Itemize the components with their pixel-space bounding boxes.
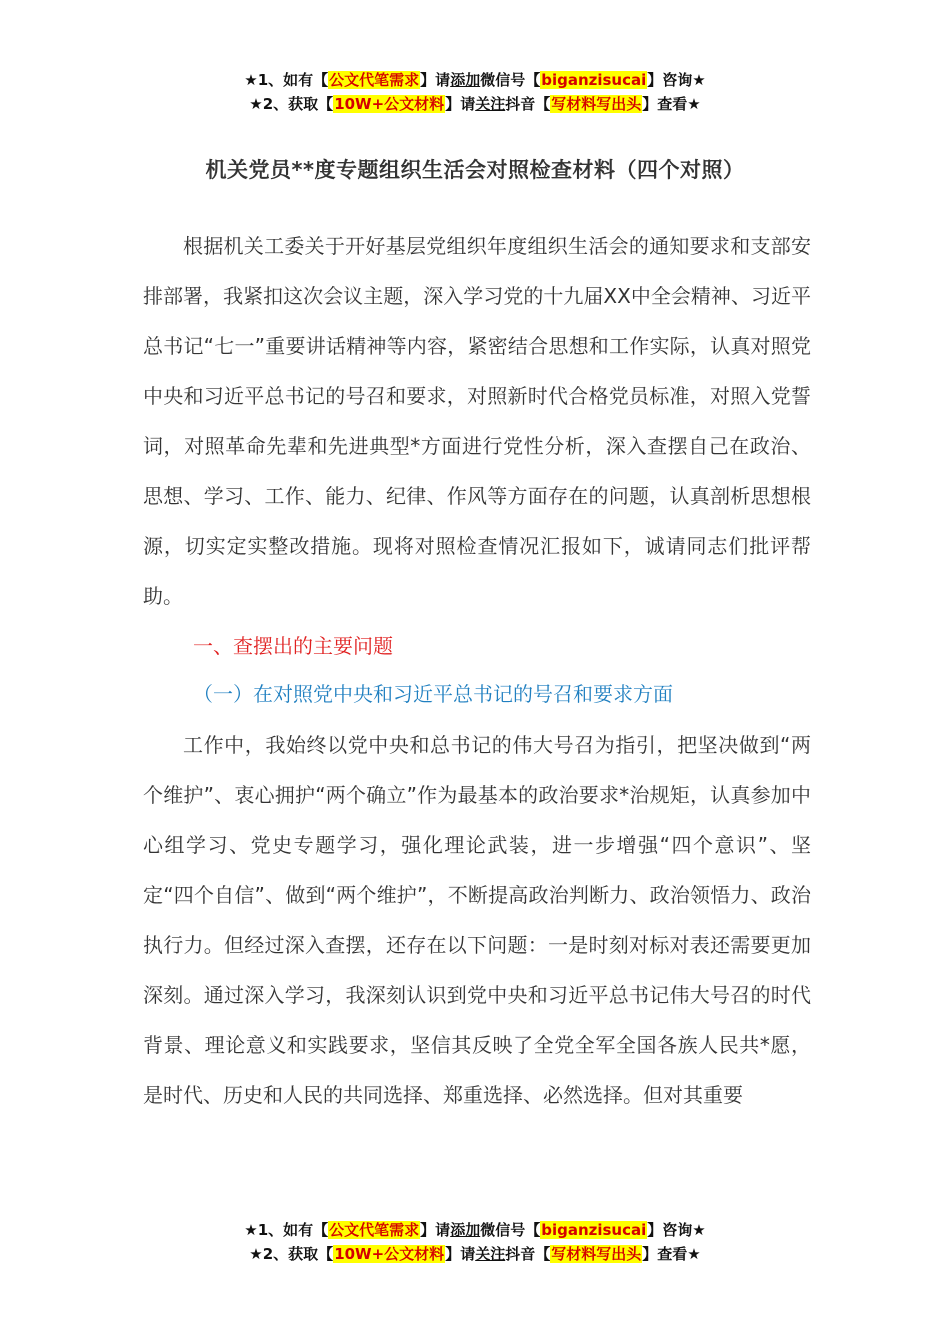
footer-banner xyxy=(0,1218,950,1266)
highlight-materials: 10W+公文材料 xyxy=(334,1245,445,1263)
banner-line-1: ★1、如有【公文代笔需求】请添加微信号【biganzisucai】咨询★ xyxy=(244,71,706,89)
header-banner xyxy=(0,68,950,116)
highlight-service: 公文代笔需求 xyxy=(329,1221,420,1239)
highlight-service: 公文代笔需求 xyxy=(329,71,420,89)
highlight-materials: 10W+公文材料 xyxy=(334,95,445,113)
highlight-wechat-id: biganzisucai xyxy=(541,1221,647,1239)
section-heading: 一、查摆出的主要问题 xyxy=(193,634,393,658)
banner-line-2: ★2、获取【10W+公文材料】请关注抖音【写材料写出头】查看★ xyxy=(249,1245,701,1263)
document-title: 机关党员**度专题组织生活会对照检查材料（四个对照） xyxy=(205,158,745,182)
body-paragraph: 工作中，我始终以党中央和总书记的伟大号召为指引，把坚决做到“两个维护”、衷心拥护“两个确立”作为最基本的政治要求*治规矩，认真参加中心组学习、党史专题学习，强化理论武装，进一步增强“四个意识”、坚定“四个自信”、做到“两个维护”，不断提高政治判断力、政治领悟力、政治执行力。但经过深入查摆，还存在以下问题：一是时刻对标对表还需要更加深刻。通过深入学习，我深刻认识到党中央和习近平总书记伟大号召的时代背景、理论意义和实践要求，坚信其反映了全党全军全国各族人民共*愿，是时代、历史和人民的共同选择、郑重选择、必然选择。但对其重要 xyxy=(143,733,811,1107)
banner-line-2: ★2、获取【10W+公文材料】请关注抖音【写材料写出头】查看★ xyxy=(249,95,701,113)
highlight-douyin-id: 写材料写出头 xyxy=(551,1245,642,1263)
highlight-wechat-id: biganzisucai xyxy=(541,71,647,89)
subsection-heading: （一）在对照党中央和习近平总书记的号召和要求方面 xyxy=(193,682,673,706)
banner-line-1: ★1、如有【公文代笔需求】请添加微信号【biganzisucai】咨询★ xyxy=(244,1221,706,1239)
intro-paragraph: 根据机关工委关于开好基层党组织年度组织生活会的通知要求和支部安排部署，我紧扣这次会议主题，深入学习党的十九届XX中全会精神、习近平总书记“七一”重要讲话精神等内容，紧密结合思想和工作实际，认真对照党中央和习近平总书记的号召和要求，对照新时代合格党员标准，对照入党誓词，对照革命先辈和先进典型*方面进行党性分析，深入查摆自己在政治、思想、学习、工作、能力、纪律、作风等方面存在的问题，认真剖析思想根源，切实定实整改措施。现将对照检查情况汇报如下，诚请同志们批评帮助。 xyxy=(143,234,811,608)
highlight-douyin-id: 写材料写出头 xyxy=(551,95,642,113)
